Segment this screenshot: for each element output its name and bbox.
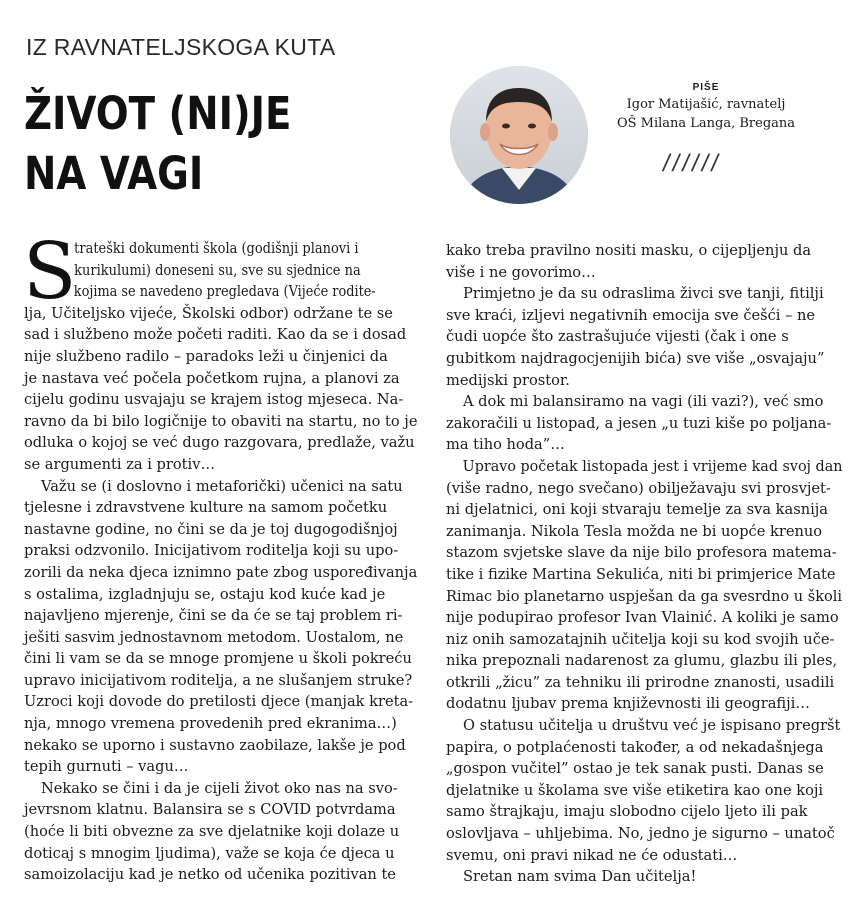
- section-kicker: IZ RAVNATELJSKOGA KUTA: [26, 34, 336, 60]
- text-line: se argumenti za i protiv…: [24, 455, 216, 473]
- text-line: praksi odzvonilo. Inicijativom roditelja koji su upo-: [24, 542, 399, 560]
- text-line: nekako se uporno i sustavno zaobilaze, lakše je pod: [24, 736, 406, 754]
- decorative-slashes: //////: [660, 150, 724, 177]
- author-school: OŠ Milana Langa, Bregana: [616, 116, 796, 131]
- text-line: nika prepoznali nadarenost za glumu, glazbu ili ples,: [446, 652, 838, 670]
- dropcap-letter: S: [23, 227, 77, 317]
- author-byline: [590, 82, 822, 133]
- text-line: Sretan nam svima Dan učitelja!: [463, 868, 697, 886]
- text-line: čini li vam se da se mnoge promjene u školi pokreću: [24, 650, 412, 668]
- author-portrait-image: [450, 66, 588, 204]
- author-name: Igor Matijašić, ravnatelj: [626, 97, 786, 112]
- text-line: cijelu godinu usvajaju se krajem istog mjeseca. Na-: [24, 391, 404, 409]
- text-line: zakoračili u listopad, a jesen „u tuzi kiše po poljana-: [446, 414, 832, 432]
- text-line: A dok mi balansiramo na vagi (ili vazi?), već smo: [463, 393, 824, 411]
- text-line: Rimac bio planetarno uspješan da ga svesrdno u školi: [446, 587, 843, 605]
- author-portrait: [450, 66, 588, 204]
- text-line: više i ne govorimo…: [446, 263, 596, 281]
- text-line: Primjetno je da su odraslima živci sve tanji, fitilji: [463, 285, 824, 303]
- text-line: sve kraći, izljevi negativnih emocija sve češći – ne: [446, 306, 816, 324]
- text-line: samoizolaciju kad je netko od učenika pozitivan te: [24, 866, 396, 884]
- headline-line-2: NA VAGI: [24, 147, 204, 200]
- text-line: gubitkom najdragocjenijih bića) sve više „osvajaju”: [446, 349, 825, 367]
- text-line: tike i fizike Martina Sekulića, niti bi primjerice Mate: [446, 565, 836, 583]
- text-line: Važu se (i doslovno i metaforički) učenici na satu: [41, 477, 403, 495]
- byline-label: PIŠE: [692, 82, 720, 93]
- text-line: nije podupirao profesor Ivan Vlainić. A koliki je samo: [446, 609, 839, 627]
- text-line: zanimanja. Nikola Tesla možda ne bi uopće krenuo: [446, 522, 823, 540]
- text-line: sad i službeno može početi raditi. Kao da se i dosad: [24, 326, 407, 344]
- text-line: nja, mnogo vremena provedenih pred ekranima…): [24, 715, 397, 733]
- text-line: papira, o potplaćenosti također, a od nekadašnjega: [446, 738, 824, 756]
- text-line: s ostalima, izgladnjuju se, ostaju kod kuće kad je: [24, 585, 386, 603]
- text-line: djelatnike u školama sve više etiketira kao one koji: [446, 781, 824, 799]
- text-line: dodatnu ljubav prema književnosti ili geografiji…: [446, 695, 810, 713]
- text-line: tepih gurnuti – vagu…: [24, 758, 189, 776]
- text-line: stazom svjetske slave da nije bilo profesora matema-: [446, 544, 837, 562]
- text-line: kurikulumi) doneseni su, sve su sjednice na: [74, 261, 361, 279]
- article-column-left: [23, 227, 420, 886]
- text-line: (hoće li biti obvezne za sve djelatnike koji dolaze u: [24, 823, 400, 841]
- article-headline: [24, 84, 292, 204]
- text-line: svemu, oni pravi nikad ne će odustati…: [446, 846, 738, 864]
- text-line: trateški dokumenti škola (godišnji planovi i: [74, 240, 359, 257]
- text-line: odluka o kojoj se već dugo razgovara, predlaže, važu: [24, 434, 415, 452]
- text-line: Upravo početak listopada jest i vrijeme kad svoj dan: [462, 457, 843, 475]
- text-line: (više radno, nego svečano) obilježavaju svi prosvjet-: [446, 479, 831, 497]
- text-line: ješiti sasvim jednostavnom metodom. Uostalom, ne: [24, 628, 404, 646]
- text-line: ma tiho hoda”…: [446, 436, 565, 454]
- text-line: jevrsnom klatnu. Balansira se s COVID potvrdama: [24, 801, 396, 819]
- text-line: niz onih samozatajnih učitelja koji su kod svojih uče-: [446, 630, 835, 648]
- text-line: Uzroci koji dovode do pretilosti djece (manjak kreta-: [24, 693, 414, 711]
- text-line: samo štrajkaju, imaju slobodno cijelo ljeto ili pak: [446, 803, 808, 821]
- text-line: čudi uopće što zastrašujuće vijesti (čak i one s: [446, 328, 789, 346]
- text-line: kojima se navedeno pregledava (Vijeće rodite-: [73, 283, 376, 301]
- headline-line-1: ŽIVOT (NI)JE: [24, 87, 292, 140]
- text-line: najavljeno mjerenje, čini se da će se taj problem ri-: [24, 607, 403, 625]
- text-line: tjelesne i zdravstvene kulture na samom početku: [24, 499, 388, 517]
- text-line: lja, Učiteljsko vijeće, Školski odbor) održane te se: [24, 304, 393, 322]
- text-line: O statusu učitelja u društvu već je ispisano pregršt: [463, 717, 841, 735]
- text-line: otkrili „žicu” za tehniku ili prirodne znanosti, usadili: [446, 673, 835, 691]
- article-column-right: [446, 240, 842, 888]
- text-line: je nastava već počela početkom rujna, a planovi za: [24, 369, 400, 387]
- text-line: nije službeno radilo – paradoks leži u činjenici da: [24, 347, 388, 365]
- text-line: upravo inicijativom roditelja, a ne slušanjem struke?: [24, 671, 413, 689]
- text-line: doticaj s mnogim ljudima), važe se koja će djeca u: [24, 844, 395, 862]
- text-line: kako treba pravilno nositi masku, o cijepljenju da: [446, 242, 812, 259]
- text-line: „gospon vučitel” ostao je tek sanak pusti. Danas se: [446, 760, 824, 778]
- text-line: Nekako se čini i da je cijeli život oko nas na svo-: [41, 779, 398, 797]
- text-line: medijski prostor.: [446, 371, 570, 389]
- text-line: nastavne godine, no čini se da je toj dugogodišnjoj: [24, 520, 398, 538]
- text-line: oslovljava – uhljebima. No, jedno je sigurno – unatoč: [446, 825, 835, 843]
- text-line: ni djelatnici, oni koji stvaraju temelje za sva kasnija: [446, 501, 828, 519]
- text-line: ravno da bi bilo logičnije to obaviti na startu, no to je: [24, 412, 418, 430]
- text-line: zorili da neka djeca iznimno pate zbog uspoređivanja: [24, 563, 418, 581]
